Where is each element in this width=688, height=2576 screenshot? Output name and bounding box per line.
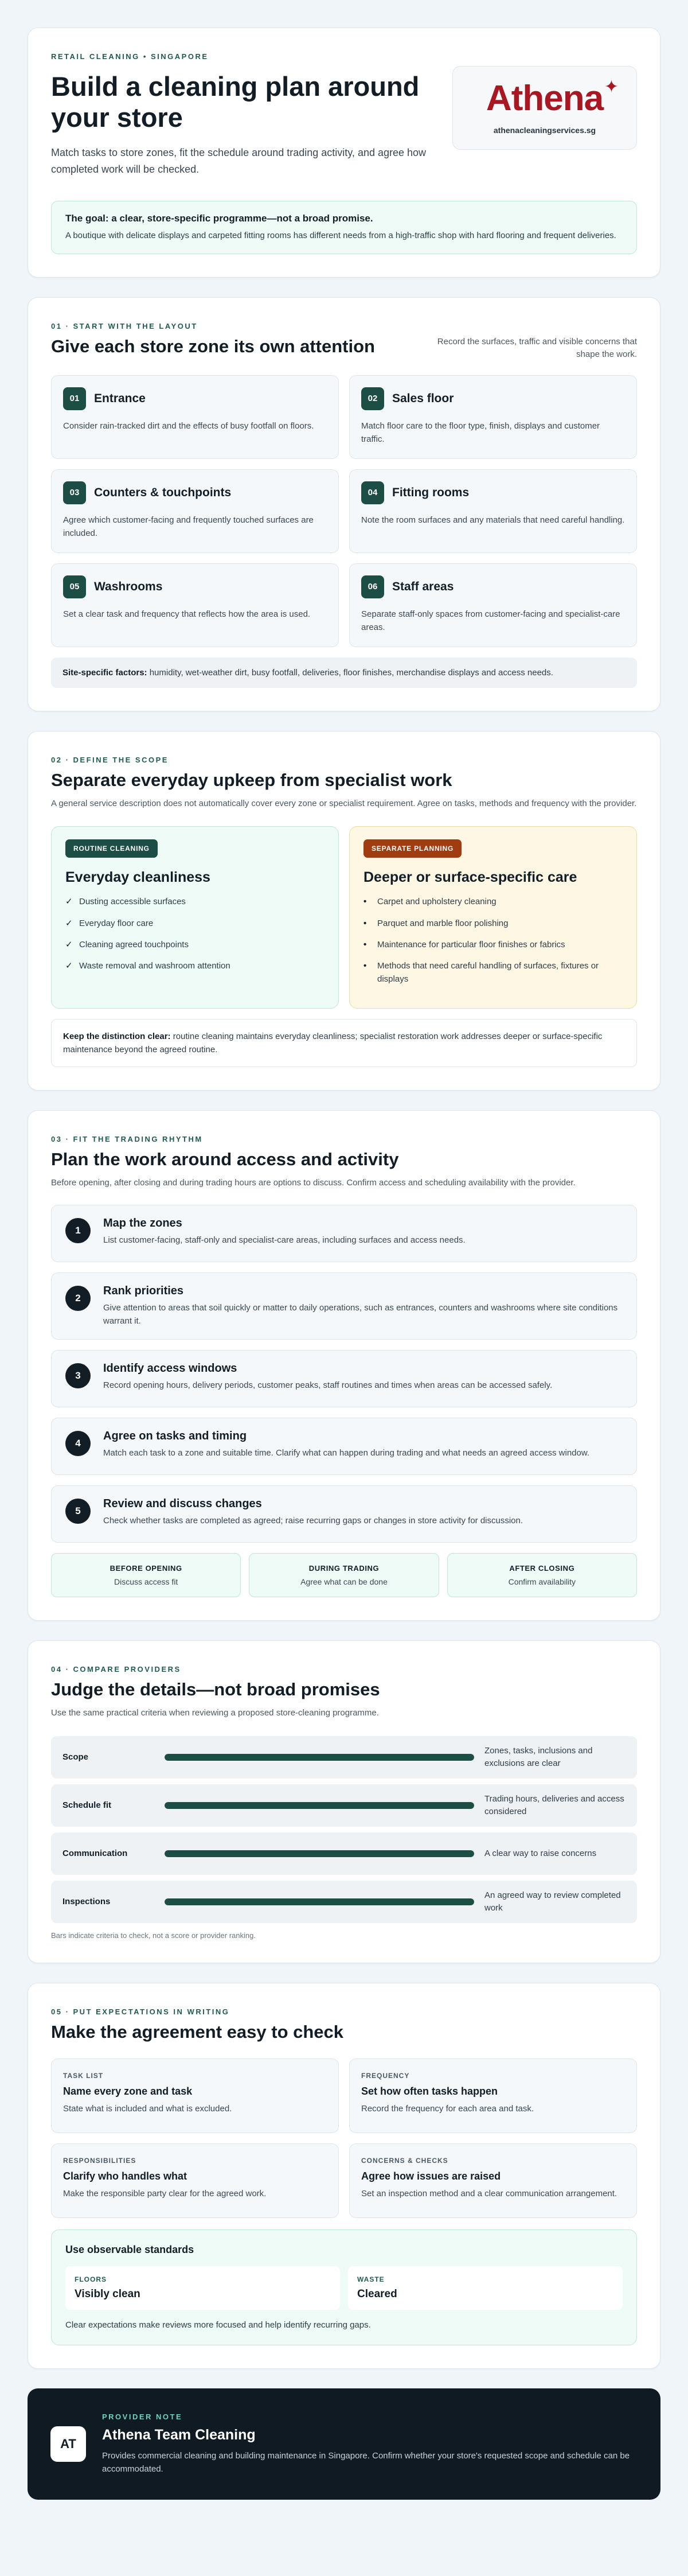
routine-title: Everyday cleanliness — [65, 869, 210, 886]
agreement-card — [51, 2059, 339, 2133]
layout-title: Give each store zone its own attention — [51, 336, 375, 356]
window-text: Confirm availability — [508, 1577, 576, 1587]
criteria-row — [51, 1736, 637, 1779]
provider-badge: AT — [50, 2426, 86, 2462]
standards-note: Clear expectations make reviews more focused and help identify recurring gaps. — [65, 2320, 371, 2330]
logo-word: Athena — [486, 79, 604, 118]
check-icon: ✓ — [65, 961, 73, 971]
criteria-row — [51, 1881, 637, 1923]
rhythm-title: Plan the work around access and activity — [51, 1149, 399, 1170]
provider-note — [28, 2388, 660, 2500]
criteria-bar-fill — [165, 1850, 474, 1857]
step-number: 5 — [65, 1499, 91, 1524]
rhythm-intro: Before opening, after closing and during trading hours are options to discuss. Confirm access and scheduling availability with the provider. — [51, 1178, 576, 1188]
compare-title: Judge the details—not broad promises — [51, 1679, 380, 1700]
hero-text — [51, 52, 441, 178]
list-item-text: Methods that need careful handling of surfaces, fixtures or displays — [377, 961, 599, 985]
zone-text: Match floor care to the floor type, finish, displays and customer traffic. — [361, 421, 600, 445]
list-item — [65, 917, 325, 930]
criteria-text: Trading hours, deliveries and access considered — [484, 1793, 624, 1816]
site-factors-text: humidity, wet-weather dirt, busy footfall, deliveries, floor finishes, merchandise displays and access needs. — [147, 667, 553, 678]
agreement-card-text: Set an inspection method and a clear communication arrangement. — [361, 2188, 617, 2198]
standards-grid — [65, 2266, 623, 2310]
zone-number: 05 — [63, 575, 86, 598]
logo-url: athenacleaningservices.sg — [493, 126, 596, 135]
section-compare — [28, 1640, 660, 1963]
standard-waste — [348, 2266, 623, 2310]
zone-number: 04 — [361, 481, 384, 504]
zone-grid — [51, 375, 637, 647]
agreement-title: Make the agreement easy to check — [51, 2021, 344, 2042]
window-before-opening — [51, 1553, 241, 1597]
step-item — [51, 1350, 637, 1407]
bullet-icon: • — [363, 897, 367, 907]
zone-card — [349, 563, 637, 647]
criteria-list — [51, 1736, 637, 1923]
scope-title: Separate everyday upkeep from specialist work — [51, 769, 452, 790]
routine-cleaning-card — [51, 826, 339, 1008]
list-item — [65, 938, 325, 951]
zone-card — [349, 375, 637, 459]
zone-title: Entrance — [94, 391, 146, 405]
step-text: Match each task to a zone and suitable time. Clarify what can happen during trading and what needs an agreed access window. — [103, 1448, 590, 1458]
list-item — [65, 959, 325, 972]
zone-head — [361, 387, 625, 410]
compare-intro: Use the same practical criteria when reviewing a proposed store-cleaning programme. — [51, 1708, 379, 1718]
step-number: 3 — [65, 1363, 91, 1388]
rhythm-eyebrow: 03 · FIT THE TRADING RHYTHM — [51, 1135, 203, 1144]
special-list — [363, 895, 623, 986]
agreement-card-title: Agree how issues are raised — [361, 2170, 501, 2182]
agreement-card-text: State what is included and what is excluded. — [63, 2103, 232, 2114]
specialist-care-card — [349, 826, 637, 1008]
standard-tag: WASTE — [357, 2275, 385, 2283]
criteria-bar — [165, 1850, 474, 1857]
zone-head — [361, 575, 625, 598]
section-layout — [28, 297, 660, 711]
window-text: Agree what can be done — [300, 1577, 388, 1587]
goal-callout — [51, 201, 637, 254]
zone-card — [51, 563, 339, 647]
distinction-text: routine cleaning maintains everyday cleanliness; specialist restoration work addresses deeper or surface-specific maintenance beyond the agreed routine. — [63, 1031, 603, 1054]
check-icon: ✓ — [65, 897, 73, 907]
zone-card — [51, 375, 339, 459]
zone-title: Sales floor — [392, 391, 454, 405]
list-item-text: Parquet and marble floor polishing — [377, 918, 509, 928]
zone-title: Counters & touchpoints — [94, 485, 232, 499]
agreement-grid — [51, 2059, 637, 2218]
agreement-tag: RESPONSIBILITIES — [63, 2156, 136, 2165]
criteria-label: Inspections — [62, 1897, 111, 1907]
list-item — [363, 938, 623, 951]
criteria-bar-fill — [165, 1754, 474, 1761]
window-text: Discuss access fit — [114, 1577, 178, 1587]
routine-pill: ROUTINE CLEANING — [65, 839, 158, 858]
window-title: AFTER CLOSING — [509, 1564, 575, 1573]
agreement-card — [349, 2059, 637, 2133]
criteria-bar — [165, 1898, 474, 1905]
criteria-bar — [165, 1802, 474, 1809]
window-title: DURING TRADING — [308, 1564, 380, 1573]
step-body — [103, 1362, 552, 1392]
step-text: Check whether tasks are completed as agreed; raise recurring gaps or changes in store activity for discussion. — [103, 1516, 523, 1526]
zone-number: 03 — [63, 481, 86, 504]
window-title: BEFORE OPENING — [110, 1564, 182, 1573]
zone-head — [361, 481, 625, 504]
zone-text: Agree which customer-facing and frequently touched surfaces are included. — [63, 515, 314, 539]
special-title: Deeper or surface-specific care — [363, 869, 577, 886]
step-title: Rank priorities — [103, 1284, 184, 1297]
zone-text: Set a clear task and frequency that reflects how the area is used. — [63, 609, 311, 619]
zone-text: Note the room surfaces and any materials that need careful handling. — [361, 515, 625, 525]
scope-grid — [51, 826, 637, 1008]
step-list — [51, 1205, 637, 1543]
criteria-row — [51, 1784, 637, 1827]
agreement-tag: CONCERNS & CHECKS — [361, 2156, 448, 2165]
agreement-eyebrow: 05 · PUT EXPECTATIONS IN WRITING — [51, 2007, 230, 2016]
agreement-card-title: Name every zone and task — [63, 2085, 193, 2097]
zone-head — [63, 387, 327, 410]
logo-wordmark — [486, 77, 619, 118]
step-body — [103, 1217, 466, 1247]
list-item-text: Dusting accessible surfaces — [79, 897, 186, 907]
layout-side-note: Record the surfaces, traffic and visible concerns that shape the work. — [437, 336, 637, 360]
zone-text: Separate staff-only spaces from customer-facing and specialist-care areas. — [361, 609, 620, 633]
provider-body — [102, 2412, 638, 2476]
list-item-text: Cleaning agreed touchpoints — [79, 939, 189, 950]
criteria-bar-fill — [165, 1802, 474, 1809]
list-item-text: Maintenance for particular floor finishes or fabrics — [377, 939, 565, 950]
criteria-label: Schedule fit — [62, 1800, 112, 1811]
routine-list — [65, 895, 325, 972]
step-title: Review and discuss changes — [103, 1497, 262, 1511]
provider-text: Provides commercial cleaning and building maintenance in Singapore. Confirm whether your store's requested scope and schedule can be accommodated. — [102, 2450, 630, 2474]
section-agreement — [28, 1983, 660, 2369]
zone-number: 06 — [361, 575, 384, 598]
agreement-card-text: Make the responsible party clear for the agreed work. — [63, 2188, 267, 2198]
zone-head — [63, 481, 327, 504]
section-scope — [28, 731, 660, 1091]
step-body — [103, 1430, 589, 1460]
agreement-card-title: Set how often tasks happen — [361, 2085, 498, 2097]
hero-card — [28, 28, 660, 278]
agreement-card-text: Record the frequency for each area and task. — [361, 2103, 534, 2114]
agreement-card-title: Clarify who handles what — [63, 2170, 187, 2182]
distinction-label: Keep the distinction clear: — [63, 1031, 171, 1041]
zone-head — [63, 575, 327, 598]
zone-title: Staff areas — [392, 579, 454, 593]
scope-intro: A general service description does not automatically cover every zone or specialist requirement. Agree on tasks, methods and frequency with the provider. — [51, 798, 637, 808]
goal-text: A boutique with delicate displays and carpeted fitting rooms has different needs from a high-traffic shop with hard flooring and frequent deliveries. — [65, 230, 616, 240]
page-title: Build a cleaning plan around your store — [51, 71, 420, 133]
layout-eyebrow: 01 · START WITH THE LAYOUT — [51, 321, 198, 330]
access-windows — [51, 1553, 637, 1597]
agreement-tag: FREQUENCY — [361, 2071, 410, 2080]
list-item — [363, 895, 623, 908]
criteria-bar — [165, 1754, 474, 1761]
hero-top — [51, 52, 637, 178]
provider-tag: PROVIDER NOTE — [102, 2412, 183, 2421]
step-text: List customer-facing, staff-only and specialist-care areas, including surfaces and access needs. — [103, 1235, 466, 1245]
layout-heading — [51, 322, 375, 357]
standard-value: Visibly clean — [75, 2287, 140, 2300]
step-number: 2 — [65, 1286, 91, 1311]
step-title: Map the zones — [103, 1216, 182, 1229]
bullet-icon: • — [363, 918, 367, 928]
step-item — [51, 1485, 637, 1543]
criteria-label: Scope — [62, 1752, 89, 1762]
agreement-card — [349, 2143, 637, 2218]
window-during-trading — [249, 1553, 439, 1597]
criteria-bar-fill — [165, 1898, 474, 1905]
observable-standards — [51, 2229, 637, 2345]
site-factors — [51, 657, 637, 688]
layout-header — [51, 322, 637, 361]
criteria-label: Communication — [62, 1849, 128, 1859]
site-factors-label: Site-specific factors: — [62, 667, 147, 678]
bullet-icon: • — [363, 939, 367, 950]
list-item — [65, 895, 325, 908]
step-item — [51, 1273, 637, 1340]
distinction-note — [51, 1019, 637, 1068]
step-item — [51, 1205, 637, 1262]
standard-tag: FLOORS — [75, 2275, 107, 2283]
step-text: Record opening hours, delivery periods, customer peaks, staff routines and times when areas can be accessed safely. — [103, 1380, 553, 1391]
step-number: 1 — [65, 1218, 91, 1243]
step-body — [103, 1285, 623, 1328]
bars-note: Bars indicate criteria to check, not a score or provider ranking. — [51, 1931, 256, 1940]
hero-subtitle: Match tasks to store zones, fit the schedule around trading activity, and agree how completed work will be checked. — [51, 147, 427, 175]
bullet-icon: • — [363, 961, 367, 971]
criteria-text: Zones, tasks, inclusions and exclusions are clear — [484, 1745, 593, 1768]
section-rhythm — [28, 1110, 660, 1621]
standard-value: Cleared — [357, 2287, 397, 2300]
zone-title: Washrooms — [94, 579, 163, 593]
criteria-text: A clear way to raise concerns — [484, 1848, 597, 1858]
zone-number: 01 — [63, 387, 86, 410]
zone-number: 02 — [361, 387, 384, 410]
step-text: Give attention to areas that soil quickly or matter to daily operations, such as entrances, counters and washrooms where site conditions warrant it. — [103, 1302, 618, 1326]
list-item-text: Everyday floor care — [79, 918, 154, 928]
criteria-row — [51, 1832, 637, 1875]
step-item — [51, 1418, 637, 1475]
window-after-closing — [447, 1553, 637, 1597]
zone-card — [349, 469, 637, 553]
criteria-text: An agreed way to review completed work — [484, 1890, 621, 1913]
goal-title: The goal: a clear, store-specific programme—not a broad promise. — [65, 212, 373, 224]
hero-eyebrow: RETAIL CLEANING • SINGAPORE — [51, 52, 209, 61]
agreement-tag: TASK LIST — [63, 2071, 104, 2080]
agreement-card — [51, 2143, 339, 2218]
scope-eyebrow: 02 · DEFINE THE SCOPE — [51, 755, 169, 764]
check-icon: ✓ — [65, 939, 73, 950]
standards-title: Use observable standards — [65, 2243, 194, 2255]
step-number: 4 — [65, 1431, 91, 1456]
zone-card — [51, 469, 339, 553]
sparkle-icon: ✦ — [604, 77, 619, 96]
zone-title: Fitting rooms — [392, 485, 470, 499]
step-title: Agree on tasks and timing — [103, 1430, 247, 1443]
step-title: Identify access windows — [103, 1362, 237, 1375]
list-item — [363, 959, 623, 986]
list-item-text: Waste removal and washroom attention — [79, 961, 230, 971]
list-item — [363, 917, 623, 930]
athena-logo[interactable] — [452, 66, 637, 150]
step-body — [103, 1497, 523, 1527]
special-pill: SEPARATE PLANNING — [363, 839, 462, 858]
check-icon: ✓ — [65, 918, 73, 928]
standard-floors — [65, 2266, 340, 2310]
compare-eyebrow: 04 · COMPARE PROVIDERS — [51, 1665, 181, 1674]
list-item-text: Carpet and upholstery cleaning — [377, 897, 497, 907]
provider-name: Athena Team Cleaning — [102, 2426, 256, 2443]
zone-text: Consider rain-tracked dirt and the effects of busy footfall on floors. — [63, 421, 314, 431]
